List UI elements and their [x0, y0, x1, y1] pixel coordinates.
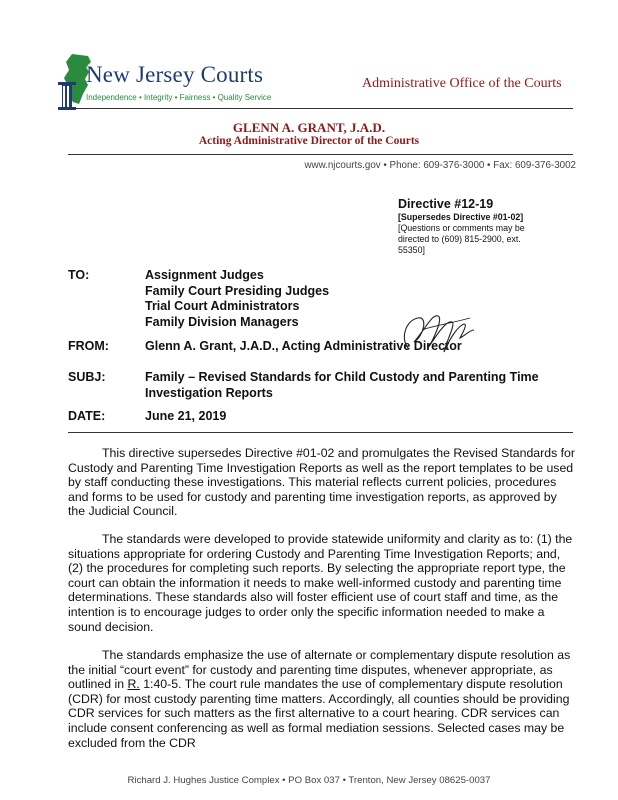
subj-label: SUBJ:	[68, 370, 106, 384]
contact-line: www.njcourts.gov • Phone: 609-376-3000 • Fax: 609-376-3002	[304, 160, 576, 171]
recipient: Family Court Presiding Judges	[145, 283, 330, 298]
date-value: June 21, 2019	[145, 409, 227, 423]
paragraph-3	[68, 648, 576, 750]
paragraph-1: This directive supersedes Directive #01-02 and promulgates the Revised Standards for Custody and Parenting Time Investigation Reports as well as the report templates to be used by staff conducting these investigations. This material reflects current policies, procedures and forms to be used for custody and parenting time investigation reports, as approved by the Judicial Council.	[68, 446, 575, 519]
director-name: GLENN A. GRANT, J.A.D.	[232, 120, 386, 135]
subj-line: Family – Revised Standards for Child Custody and Parenting Time	[145, 370, 539, 384]
director-title: Acting Administrative Director of the Courts	[198, 135, 420, 147]
questions-note	[398, 223, 525, 256]
directive-number: Directive #12-19	[398, 197, 494, 211]
subj-line: Investigation Reports	[145, 385, 273, 400]
paragraph-3-text-cont: 1:40-5. The court rule mandates the use of complementary dispute resolution (CDR) for most custody parenting time matters. Accordingly, all counties should be providing CDR services for such matters as the first alternative to a court hearing. CDR services can include consent conferencing as well as formal mediation sessions. Selected cases may be excluded from the CDR	[68, 677, 570, 750]
supersedes-note: [Supersedes Directive #01-02]	[398, 212, 524, 222]
signature-icon	[398, 308, 478, 360]
to-recipients	[145, 268, 329, 330]
paragraph-3-text: The standards emphasize the use of alternate or complementary dispute resolution as the initial “court event” for custody and parenting time disputes, whenever appropriate, as outlined in	[68, 648, 571, 692]
footer-address: Richard J. Hughes Justice Complex • PO Box 037 • Trenton, New Jersey 08625-0037	[127, 775, 491, 786]
questions-line: [Questions or comments may be	[398, 223, 525, 233]
from-value: Glenn A. Grant, J.A.D., Acting Administrative Director	[145, 339, 462, 353]
office-name: Administrative Office of the Courts	[362, 76, 562, 91]
recipient: Family Division Managers	[145, 314, 299, 329]
date-label: DATE:	[68, 409, 106, 423]
paragraph-2: The standards were developed to provide statewide uniformity and clarity as to: (1) the situations appropriate for ordering Custody and Parenting Time Investigation Reports; and, (2) the procedures for completing such reports. By selecting the appropriate report type, the court can obtain the information it needs to make well-informed custody and parenting time determinations. These standards also will foster efficient use of court staff and time, as the intention is to encourage judges to order only the specific information needed to make a sound decision.	[68, 532, 573, 634]
recipient: Trial Court Administrators	[145, 299, 300, 313]
tagline: Independence • Integrity • Fairness • Quality Service	[86, 93, 272, 102]
recipient: Assignment Judges	[145, 268, 264, 282]
subj-value	[145, 370, 539, 401]
questions-line: directed to (609) 815-2900, ext.	[398, 234, 521, 244]
header-rule	[68, 108, 573, 109]
from-label: FROM:	[68, 339, 109, 353]
court-rule-abbrev: R.	[127, 677, 140, 692]
to-label: TO:	[68, 268, 90, 282]
questions-line: 55350]	[398, 245, 425, 255]
director-rule	[68, 154, 573, 155]
org-name: New Jersey Courts	[86, 62, 264, 87]
memo-rule	[68, 432, 573, 433]
